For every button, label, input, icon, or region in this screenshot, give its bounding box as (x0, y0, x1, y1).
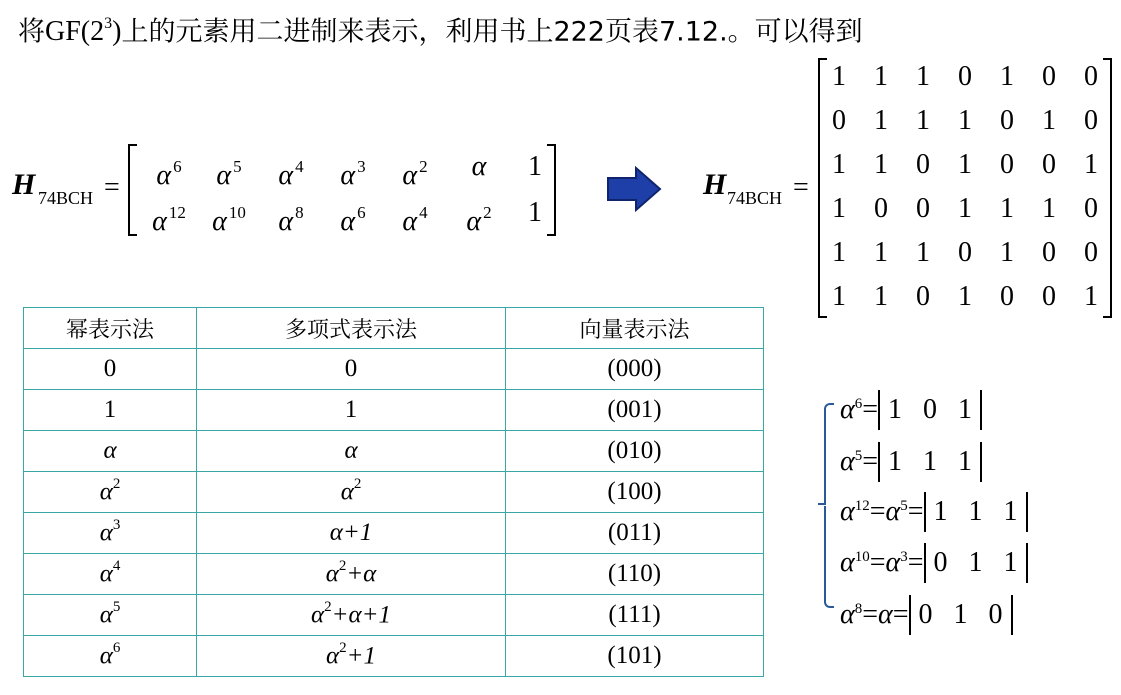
binary-matrix-cell: 1 (832, 237, 846, 268)
binary-matrix-cell: 1 (916, 237, 930, 268)
vector-cell: (010) (506, 431, 764, 472)
binary-matrix-cell: 0 (874, 193, 888, 224)
binary-matrix-cell: 0 (1084, 237, 1098, 268)
binary-matrix-cell: 1 (958, 193, 972, 224)
binary-matrix-cell: 1 (1084, 149, 1098, 180)
binary-matrix-cell: 1 (874, 281, 888, 312)
header-vector: 向量表示法 (506, 308, 764, 349)
polynomial-cell: 0 (197, 349, 506, 390)
table-row (24, 390, 764, 431)
right-arrow-icon (606, 166, 662, 212)
alpha-matrix-cell: α $^6$ (156, 157, 182, 191)
table-row (24, 349, 764, 390)
polynomial-cell: α (197, 431, 506, 472)
alpha-matrix-cell: α $^5$ (216, 157, 242, 191)
vector-cell: (000) (506, 349, 764, 390)
table-row (24, 554, 764, 595)
alpha-relation: $\alpha^8=\alpha= 0$ 1 0 (840, 589, 1013, 635)
binary-matrix-cell: 0 (1084, 193, 1098, 224)
binary-matrix-cell: 1 (958, 281, 972, 312)
binary-matrix-cell: 0 (916, 149, 930, 180)
binary-matrix-cell: 0 (958, 237, 972, 268)
equals-right: = (793, 172, 809, 203)
alpha-relation: $\alpha^{10}=\alpha^3= 0$ 1 1 (840, 537, 1028, 583)
power-cell: 1 (24, 390, 197, 431)
row-vector: 0 1 0 (909, 595, 1013, 635)
binary-matrix-cell: 1 (874, 149, 888, 180)
polynomial-cell: $\alpha^2$ (197, 472, 506, 513)
heading-text: 上的元素用二进制来表示，利用书上222页表7.12.。可以得到 (121, 16, 863, 48)
binary-matrix-cell: 0 (916, 193, 930, 224)
binary-matrix-cell: 0 (832, 105, 846, 136)
vector-cell: (011) (506, 513, 764, 554)
alpha-matrix-cell: α $^2$ (466, 203, 492, 237)
alpha-matrix-cell: α $^{10}$ (212, 203, 246, 237)
binary-matrix-cell: 0 (958, 61, 972, 92)
power-cell: $\alpha^6$ (24, 636, 197, 677)
vector-cell: (110) (506, 554, 764, 595)
table-row (24, 431, 764, 472)
polynomial-cell: α+1 (197, 513, 506, 554)
binary-matrix-cell: 0 (1000, 149, 1014, 180)
binary-matrix-cell: 1 (958, 105, 972, 136)
binary-matrix-cell: 1 (1000, 193, 1014, 224)
alpha-relation: $\alpha^6= 1$ 0 1 (840, 384, 982, 430)
binary-matrix-cell: 0 (1084, 61, 1098, 92)
power-cell: $\alpha^2$ (24, 472, 197, 513)
alpha-relation: $\alpha^5= 1$ 1 1 (840, 436, 982, 482)
binary-matrix-cell: 0 (1000, 105, 1014, 136)
binary-matrix-cell: 1 (832, 149, 846, 180)
h-subscript-right: 74BCH (727, 188, 783, 208)
binary-matrix-cell: 1 (916, 105, 930, 136)
h-label-right: H (703, 168, 727, 201)
table-header-row (24, 308, 764, 349)
matrix-bracket-left (818, 58, 827, 318)
alpha-matrix-cell: α $^4$ (402, 203, 428, 237)
binary-matrix-cell: 1 (916, 61, 930, 92)
binary-matrix-cell: 1 (832, 61, 846, 92)
binary-matrix-cell: 1 (832, 281, 846, 312)
binary-matrix-cell: 0 (1042, 237, 1056, 268)
power-cell: $\alpha^5$ (24, 595, 197, 636)
heading-gf: $GF(2^3)$ (45, 15, 122, 48)
matrix-bracket-right (1103, 58, 1112, 318)
binary-matrix-cell: 1 (958, 149, 972, 180)
left-brace (818, 403, 832, 608)
alpha-matrix-cell: α $^4$ (278, 157, 304, 191)
binary-matrix-cell: 1 (874, 61, 888, 92)
alpha-matrix-cell: 1 (528, 151, 542, 182)
binary-matrix-cell: 1 (1042, 105, 1056, 136)
binary-matrix-cell: 1 (874, 237, 888, 268)
alpha-matrix-cell: α $^6$ (340, 203, 366, 237)
power-cell: α (24, 431, 197, 472)
binary-matrix-cell: 1 (1084, 281, 1098, 312)
row-vector: 1 1 1 (878, 442, 982, 482)
row-vector: 0 1 1 (924, 543, 1028, 583)
h-label-left: H (12, 168, 36, 201)
power-cell: $\alpha^3$ (24, 513, 197, 554)
alpha-matrix-cell: α $^2$ (402, 157, 428, 191)
page-heading (18, 6, 863, 52)
alpha-matrix-cell: α (471, 151, 487, 182)
binary-matrix (818, 58, 1112, 318)
vector-cell: (111) (506, 595, 764, 636)
header-polynomial: 多项式表示法 (197, 308, 506, 349)
binary-matrix-cell: 1 (1000, 61, 1014, 92)
table-row (24, 472, 764, 513)
alpha-relation: $\alpha^{12}=\alpha^5= 1$ 1 1 (840, 486, 1028, 532)
table-row (24, 513, 764, 554)
matrix-bracket-left (128, 144, 137, 236)
h-subscript-left: 74BCH (38, 188, 94, 208)
header-power: 幂表示法 (24, 308, 197, 349)
table-row (24, 595, 764, 636)
power-cell: 0 (24, 349, 197, 390)
binary-matrix-cell: 1 (1042, 193, 1056, 224)
alpha-matrix-cell: α $^8$ (278, 203, 304, 237)
gf-element-table (23, 307, 764, 677)
binary-matrix-cell: 1 (1000, 237, 1014, 268)
binary-matrix-cell: 0 (1042, 61, 1056, 92)
alpha-matrix-cell: 1 (528, 197, 542, 228)
binary-matrix-cell: 0 (1000, 281, 1014, 312)
binary-matrix-cell: 0 (1042, 149, 1056, 180)
polynomial-cell: $\alpha^2+\alpha+1$ (197, 595, 506, 636)
binary-matrix-cell: 0 (916, 281, 930, 312)
row-vector: 1 0 1 (878, 390, 982, 430)
vector-cell: (001) (506, 390, 764, 431)
row-vector: 1 1 1 (924, 492, 1028, 532)
binary-matrix-cell: 1 (832, 193, 846, 224)
vector-cell: (100) (506, 472, 764, 513)
table-row (24, 636, 764, 677)
polynomial-cell: $\alpha^2+\alpha$ (197, 554, 506, 595)
alpha-matrix (128, 144, 556, 236)
vector-cell: (101) (506, 636, 764, 677)
polynomial-cell: 1 (197, 390, 506, 431)
binary-matrix-cell: 1 (874, 105, 888, 136)
binary-matrix-cell: 0 (1084, 105, 1098, 136)
power-cell: $\alpha^4$ (24, 554, 197, 595)
heading-prefix: 将 (18, 16, 45, 48)
equals-left: = (104, 172, 120, 203)
polynomial-cell: $\alpha^2+1$ (197, 636, 506, 677)
alpha-matrix-cell: α $^3$ (340, 157, 366, 191)
binary-matrix-cell: 0 (1042, 281, 1056, 312)
alpha-matrix-cell: α $^{12}$ (152, 203, 186, 237)
